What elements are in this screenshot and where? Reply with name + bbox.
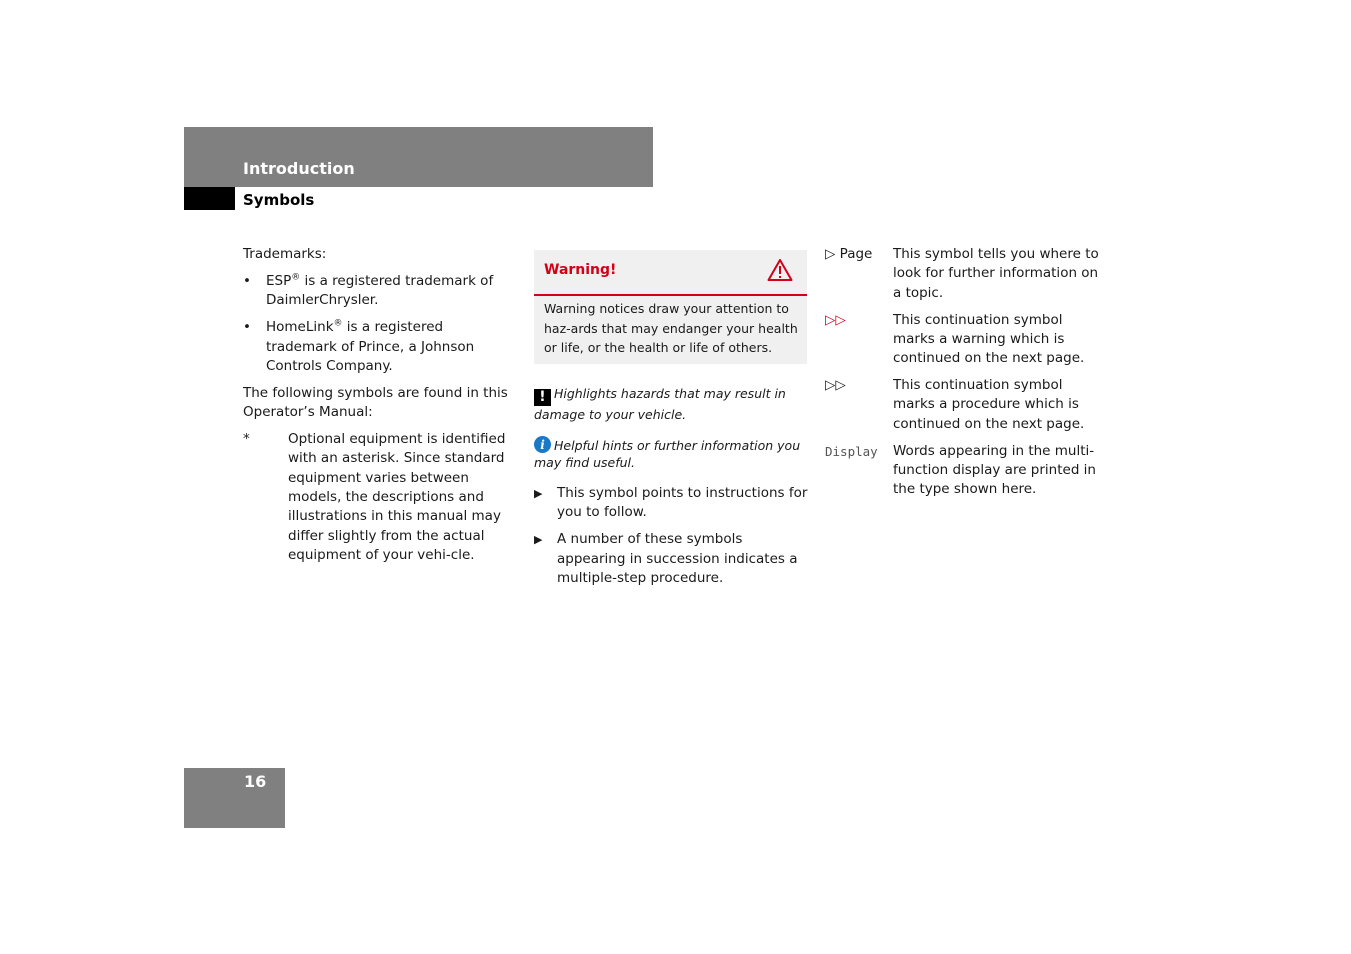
asterisk-symbol: * [243, 431, 250, 448]
step-arrow-icon: ▶ [534, 487, 543, 500]
page-reference-symbol: ▷ Page [825, 246, 873, 262]
page-number-tab [184, 768, 285, 828]
step-text: This symbol points to instructions for you to follow. [557, 485, 808, 521]
warning-box [534, 250, 807, 364]
warning-text: Warning notices draw your attention to haz-ards that may endanger your health or life, or the health or life of others. [544, 301, 798, 355]
list-item [825, 245, 1100, 303]
warning-title: Warning! [544, 262, 617, 278]
hazard-note: ! Highlights hazards that may result in damage to your vehicle. [534, 386, 786, 422]
section-marker [184, 187, 235, 210]
column-symbol-legend [825, 245, 1100, 507]
warning-divider [534, 294, 807, 296]
list-item [534, 484, 809, 523]
info-note: i Helpful hints or further information you may find useful. [534, 438, 801, 470]
exclamation-icon: ! [534, 389, 551, 406]
list-item [825, 442, 1100, 500]
procedure-continuation-icon: ▷▷ [825, 377, 846, 394]
warning-continuation-text: This continuation symbol marks a warning which is continued on the next page. [893, 311, 1085, 367]
trademarks-label: Trademarks: [243, 246, 327, 262]
step-arrow-icon: ▶ [534, 533, 543, 547]
step-text: A number of these symbols appearing in succession indicates a multiple-step procedure. [557, 531, 798, 586]
svg-text:i: i [540, 438, 545, 452]
list-item [534, 530, 809, 588]
section-title: Symbols [243, 191, 315, 209]
page-reference-text: This symbol tells you where to look for further information on a topic. [893, 246, 1099, 301]
warning-continuation-icon: ▷▷ [825, 311, 846, 328]
page-number: 16 [244, 772, 267, 791]
procedure-continuation-text: This continuation symbol marks a procedure which is continued on the next page. [893, 377, 1085, 432]
list-item [243, 272, 515, 311]
column-notes [534, 385, 809, 596]
warning-triangle-icon [767, 258, 793, 282]
bullet: • [243, 319, 251, 336]
display-text: Words appearing in the multi-function display are printed in the type shown here. [893, 442, 1096, 498]
trademark-homelink: HomeLink® is a registered trademark of Prince, a Johnson Controls Company. [266, 318, 475, 374]
list-item [825, 311, 1100, 369]
list-item [243, 318, 515, 376]
asterisk-text: Optional equipment is identified with an asterisk. Since standard equipment varies between models, the descriptions and illustrations in this manual may differ slightly from the actual equipment of your vehi-cle. [288, 431, 506, 563]
chapter-header-bar [184, 127, 653, 187]
symbols-intro: The following symbols are found in this Operator’s Manual: [243, 384, 508, 421]
info-icon [534, 436, 551, 453]
trademark-esp: ESP® is a registered trademark of DaimlerChrysler. [266, 272, 494, 309]
list-item [825, 376, 1100, 434]
asterisk-definition [243, 430, 515, 565]
column-trademarks [243, 245, 515, 565]
chapter-title: Introduction [243, 159, 355, 178]
display-font-sample: Display [825, 443, 878, 459]
bullet: • [243, 272, 251, 289]
